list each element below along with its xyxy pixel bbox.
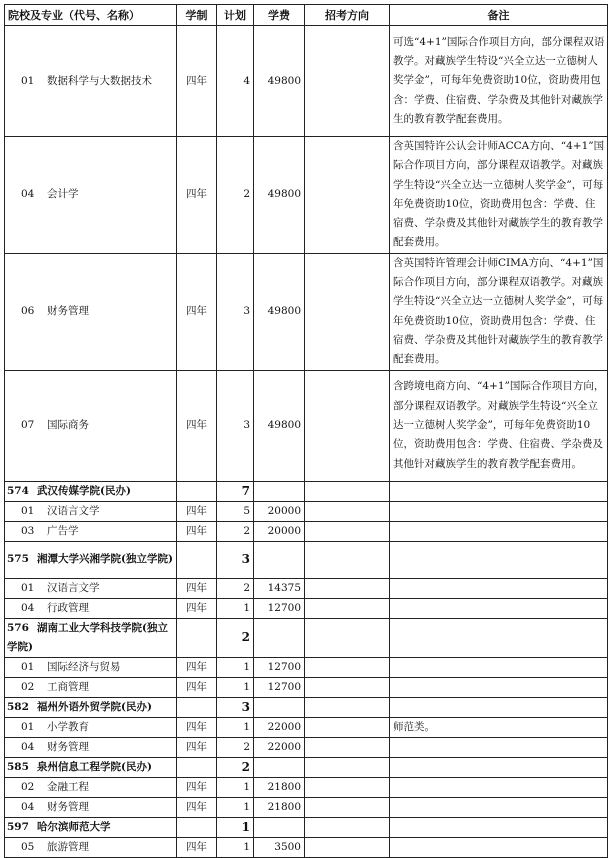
- school-row: [5, 817, 608, 837]
- school-direction: [305, 697, 390, 717]
- major-tuition: 14375: [254, 578, 305, 598]
- major-code: 01: [21, 504, 35, 517]
- header-duration: 学制: [177, 5, 217, 26]
- major-duration: 四年: [177, 717, 217, 737]
- major-cell: [5, 26, 177, 137]
- school-tuition: [254, 541, 305, 578]
- school-direction: [305, 817, 390, 837]
- table-row: [5, 501, 608, 521]
- major-name: 广告学: [47, 524, 79, 537]
- major-duration: 四年: [177, 657, 217, 677]
- major-plan: 1: [217, 777, 254, 797]
- header-direction: 招考方向: [305, 5, 390, 26]
- major-name: 金融工程: [47, 780, 89, 793]
- table-row: [5, 26, 608, 137]
- major-code: 04: [21, 800, 35, 813]
- school-duration: [177, 541, 217, 578]
- major-direction: [305, 598, 390, 618]
- major-name: 小学教育: [47, 720, 89, 733]
- major-tuition: 21800: [254, 777, 305, 797]
- school-name: 湖南工业大学科技学院(独立学院): [7, 621, 168, 653]
- major-tuition: 12700: [254, 677, 305, 697]
- major-duration: 四年: [177, 137, 217, 254]
- major-code: 04: [21, 601, 35, 614]
- major-cell: [5, 521, 177, 541]
- school-direction: [305, 757, 390, 777]
- school-code: 582: [7, 700, 29, 713]
- school-name: 福州外语外贸学院(民办): [37, 700, 152, 713]
- major-cell: [5, 717, 177, 737]
- major-code: 06: [21, 305, 35, 318]
- school-tuition: [254, 697, 305, 717]
- major-duration: 四年: [177, 737, 217, 757]
- school-plan: 2: [217, 618, 254, 657]
- table-row: [5, 657, 608, 677]
- school-code: 576: [7, 621, 29, 634]
- major-name: 工商管理: [47, 680, 89, 693]
- major-plan: 2: [217, 521, 254, 541]
- header-row: [5, 5, 608, 26]
- school-plan: 2: [217, 757, 254, 777]
- major-name: 国际商务: [47, 419, 89, 432]
- major-note: [390, 657, 608, 677]
- school-plan: 7: [217, 481, 254, 501]
- table-row: [5, 797, 608, 817]
- header-tuition: 学费: [254, 5, 305, 26]
- major-code: 03: [21, 524, 35, 537]
- major-direction: [305, 717, 390, 737]
- major-note: [390, 837, 608, 857]
- major-duration: 四年: [177, 677, 217, 697]
- major-code: 04: [21, 188, 35, 201]
- table-row: [5, 777, 608, 797]
- major-direction: [305, 797, 390, 817]
- school-tuition: [254, 817, 305, 837]
- major-code: 07: [21, 419, 35, 432]
- major-name: 财务管理: [47, 305, 89, 318]
- major-duration: 四年: [177, 578, 217, 598]
- major-note: [390, 598, 608, 618]
- major-cell: [5, 598, 177, 618]
- school-duration: [177, 618, 217, 657]
- major-name: 行政管理: [47, 601, 89, 614]
- admission-plan-table: [4, 4, 608, 858]
- school-direction: [305, 541, 390, 578]
- major-cell: [5, 777, 177, 797]
- school-row: [5, 757, 608, 777]
- major-direction: [305, 137, 390, 254]
- school-row: [5, 697, 608, 717]
- major-name: 财务管理: [47, 800, 89, 813]
- major-direction: [305, 777, 390, 797]
- major-tuition: 12700: [254, 657, 305, 677]
- major-plan: 5: [217, 501, 254, 521]
- major-plan: 3: [217, 253, 254, 370]
- major-name: 汉语言文学: [47, 581, 100, 594]
- school-row: [5, 618, 608, 657]
- school-note: [390, 618, 608, 657]
- table-row: [5, 521, 608, 541]
- school-direction: [305, 618, 390, 657]
- header-name: 院校及专业（代号、名称）: [5, 5, 177, 26]
- major-note: [390, 797, 608, 817]
- school-cell: [5, 697, 177, 717]
- school-tuition: [254, 618, 305, 657]
- major-direction: [305, 578, 390, 598]
- school-note: [390, 757, 608, 777]
- major-cell: [5, 797, 177, 817]
- major-plan: 1: [217, 657, 254, 677]
- school-code: 597: [7, 820, 29, 833]
- major-tuition: 21800: [254, 797, 305, 817]
- major-tuition: 20000: [254, 501, 305, 521]
- major-tuition: 49800: [254, 26, 305, 137]
- major-code: 01: [21, 720, 35, 733]
- major-note: [390, 777, 608, 797]
- major-direction: [305, 26, 390, 137]
- table-row: [5, 578, 608, 598]
- school-name: 泉州信息工程学院(民办): [37, 760, 152, 773]
- school-code: 585: [7, 760, 29, 773]
- major-name: 会计学: [47, 188, 79, 201]
- school-plan: 3: [217, 541, 254, 578]
- major-code: 02: [21, 780, 35, 793]
- major-cell: [5, 837, 177, 857]
- school-row: [5, 541, 608, 578]
- major-plan: 2: [217, 137, 254, 254]
- major-tuition: 49800: [254, 253, 305, 370]
- table-row: [5, 837, 608, 857]
- major-note: [390, 737, 608, 757]
- school-cell: [5, 541, 177, 578]
- major-note: [390, 521, 608, 541]
- major-plan: 1: [217, 797, 254, 817]
- major-cell: [5, 501, 177, 521]
- table-row: [5, 253, 608, 370]
- major-name: 财务管理: [47, 740, 89, 753]
- major-tuition: 22000: [254, 737, 305, 757]
- major-note: 可选“4+1”国际合作项目方向，部分课程双语教学。对藏族学生特设“兴全立达一立德树人奖学金”，可每年免费资助10位，资助费用包含：学费、住宿费、学杂费及其他针对藏族学生的教育教学配套费用。: [390, 26, 608, 137]
- school-plan: 1: [217, 817, 254, 837]
- major-duration: 四年: [177, 837, 217, 857]
- school-note: [390, 697, 608, 717]
- major-duration: 四年: [177, 797, 217, 817]
- school-cell: [5, 481, 177, 501]
- header-notes: 备注: [390, 5, 608, 26]
- table-row: [5, 598, 608, 618]
- major-tuition: 49800: [254, 370, 305, 481]
- major-cell: [5, 370, 177, 481]
- major-direction: [305, 837, 390, 857]
- school-duration: [177, 481, 217, 501]
- major-cell: [5, 737, 177, 757]
- major-direction: [305, 501, 390, 521]
- major-note: [390, 677, 608, 697]
- school-name: 湘潭大学兴湘学院(独立学院): [37, 553, 173, 566]
- major-plan: 3: [217, 370, 254, 481]
- major-cell: [5, 253, 177, 370]
- major-direction: [305, 657, 390, 677]
- table-body: [5, 26, 608, 858]
- school-duration: [177, 757, 217, 777]
- major-code: 01: [21, 74, 35, 87]
- major-code: 01: [21, 660, 35, 673]
- major-duration: 四年: [177, 253, 217, 370]
- table-row: [5, 370, 608, 481]
- major-plan: 2: [217, 578, 254, 598]
- major-tuition: 49800: [254, 137, 305, 254]
- school-direction: [305, 481, 390, 501]
- table-row: [5, 737, 608, 757]
- major-cell: [5, 578, 177, 598]
- school-tuition: [254, 757, 305, 777]
- school-duration: [177, 697, 217, 717]
- school-name: 武汉传媒学院(民办): [37, 484, 131, 497]
- school-plan: 3: [217, 697, 254, 717]
- major-direction: [305, 737, 390, 757]
- major-code: 01: [21, 581, 35, 594]
- major-duration: 四年: [177, 370, 217, 481]
- header-plan: 计划: [217, 5, 254, 26]
- school-cell: [5, 817, 177, 837]
- school-name: 哈尔滨师范大学: [37, 820, 111, 833]
- school-tuition: [254, 481, 305, 501]
- major-direction: [305, 253, 390, 370]
- major-duration: 四年: [177, 521, 217, 541]
- major-tuition: 3500: [254, 837, 305, 857]
- major-code: 04: [21, 740, 35, 753]
- major-note: 含英国特许管理会计师CIMA方向、“4+1”国际合作项目方向，部分课程双语教学。对藏族学生特设“兴全立达一立德树人奖学金”，可每年免费资助10位，资助费用包含：学费、住宿费、学杂费及其他针对藏族学生的教育教学配套费用。: [390, 253, 608, 370]
- school-row: [5, 481, 608, 501]
- major-name: 国际经济与贸易: [47, 660, 121, 673]
- major-duration: 四年: [177, 501, 217, 521]
- major-duration: 四年: [177, 26, 217, 137]
- school-cell: [5, 618, 177, 657]
- major-direction: [305, 521, 390, 541]
- major-code: 05: [21, 840, 35, 853]
- major-cell: [5, 137, 177, 254]
- major-plan: 1: [217, 717, 254, 737]
- major-plan: 2: [217, 737, 254, 757]
- table-row: [5, 137, 608, 254]
- major-name: 旅游管理: [47, 840, 89, 853]
- major-name: 数据科学与大数据技术: [47, 74, 152, 87]
- school-note: [390, 481, 608, 501]
- school-code: 574: [7, 484, 29, 497]
- major-plan: 1: [217, 837, 254, 857]
- major-tuition: 20000: [254, 521, 305, 541]
- table-row: [5, 717, 608, 737]
- school-duration: [177, 817, 217, 837]
- school-cell: [5, 757, 177, 777]
- major-plan: 4: [217, 26, 254, 137]
- major-note: 含跨境电商方向、“4+1”国际合作项目方向，部分课程双语教学。对藏族学生特设“兴全立达一立德树人奖学金”，可每年免费资助10位，资助费用包含：学费、住宿费、学杂费及其他针对藏族学生的教育教学配套费用。: [390, 370, 608, 481]
- major-tuition: 22000: [254, 717, 305, 737]
- major-plan: 1: [217, 598, 254, 618]
- major-direction: [305, 370, 390, 481]
- major-cell: [5, 657, 177, 677]
- major-note: [390, 578, 608, 598]
- major-name: 汉语言文学: [47, 504, 100, 517]
- major-duration: 四年: [177, 598, 217, 618]
- major-duration: 四年: [177, 777, 217, 797]
- major-note: [390, 501, 608, 521]
- school-note: [390, 817, 608, 837]
- table-row: [5, 677, 608, 697]
- major-plan: 1: [217, 677, 254, 697]
- school-note: [390, 541, 608, 578]
- major-cell: [5, 677, 177, 697]
- major-code: 02: [21, 680, 35, 693]
- major-tuition: 12700: [254, 598, 305, 618]
- major-note: 师范类。: [390, 717, 608, 737]
- major-direction: [305, 677, 390, 697]
- school-code: 575: [7, 553, 29, 566]
- major-note: 含英国特许公认会计师ACCA方向、“4+1”国际合作项目方向，部分课程双语教学。对藏族学生特设“兴全立达一立德树人奖学金”，可每年免费资助10位，资助费用包含：学费、住宿费、学杂费及其他针对藏族学生的教育教学配套费用。: [390, 137, 608, 254]
